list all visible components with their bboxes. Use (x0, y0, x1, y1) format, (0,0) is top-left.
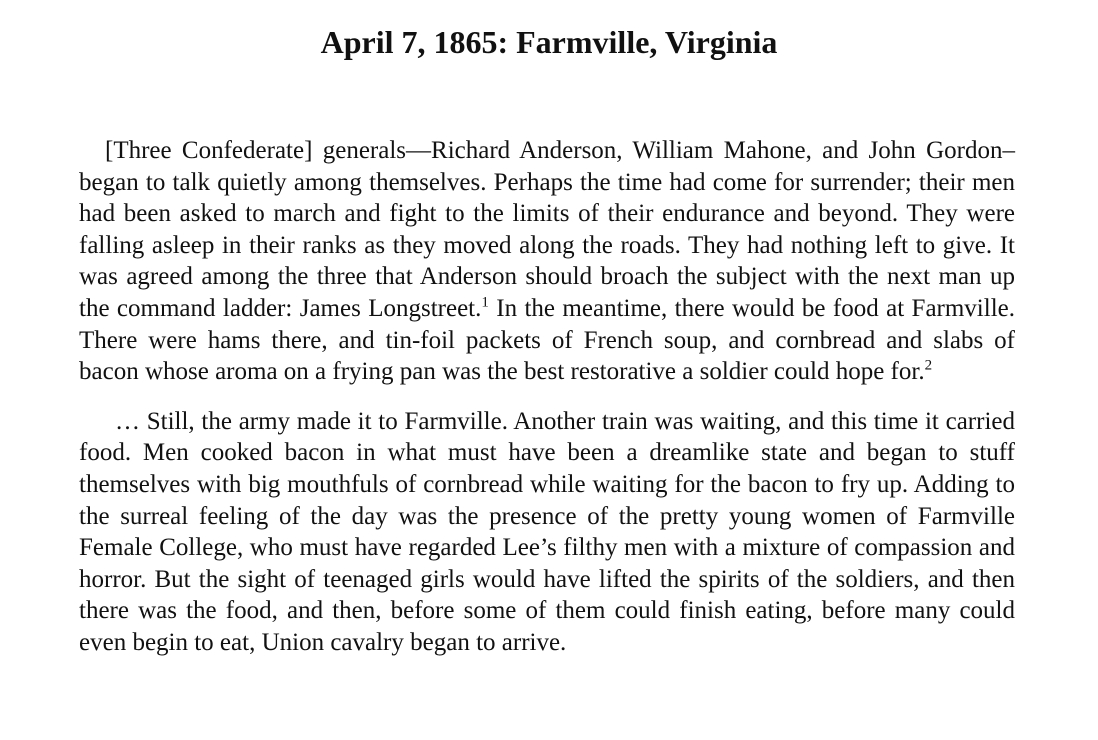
footnote-marker-2: 2 (924, 357, 933, 374)
paragraph-1 (79, 135, 1015, 388)
paragraph-1-text-part-1: [Three Confederate] generals—Richard Anderson, William Mahone, and John Gordon–began to talk quietly among themselves. Perhaps the time had come for surrender; their men had been asked to march and fight to the limits of their endurance and beyond. They were falling asleep in their ranks as they moved along the roads. They had nothing left to give. It was agreed among the three that Anderson should broach the subject with the next man up the command ladder: James Longstreet. (79, 137, 1015, 322)
paragraph-1-text-part-2: In the meantime, there would be food at Farmville. There were hams there, and tin-foil packets of French soup, and cornbread and slabs of bacon whose aroma on a frying pan was the best restorative a soldier could hope for. (79, 294, 1015, 386)
paragraph-2: … Still, the army made it to Farmville. Another train was waiting, and this time it carried food. Men cooked bacon in what must have been a dreamlike state and began to stuff themselves with big mouthfuls of cornbread while waiting for the bacon to fry up. Adding to the surreal feeling of the day was the presence of the pretty young women of Farmville Female College, who must have regarded Lee’s filthy men with a mixture of compassion and horror. But the sight of teenaged girls would have lifted the spirits of the soldiers, and then there was the food, and then, before some of them could finish eating, before many could even begin to eat, Union cavalry began to arrive. (79, 407, 1015, 656)
footnote-marker-1: 1 (481, 294, 489, 311)
document-body (79, 135, 1015, 659)
page-title: April 7, 1865: Farmville, Virginia (320, 24, 778, 60)
